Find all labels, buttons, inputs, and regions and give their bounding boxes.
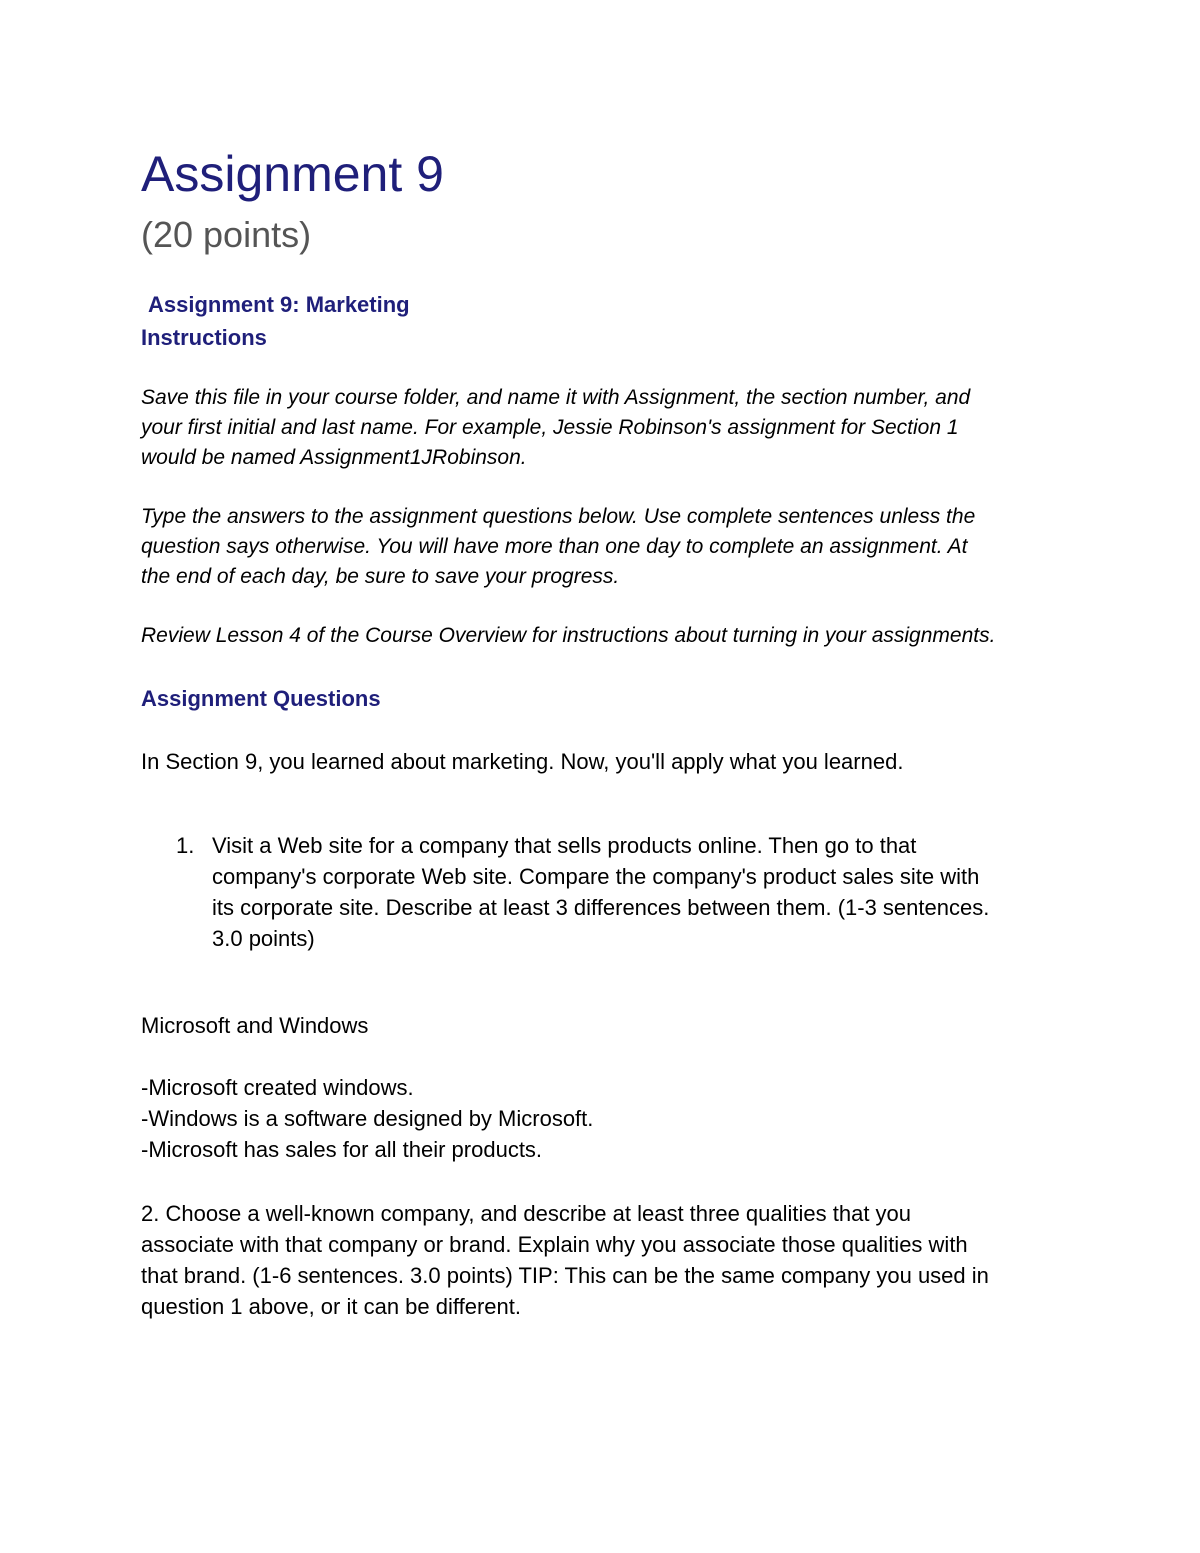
answer-1-list [141, 1072, 593, 1165]
question-line: associate with that company or brand. Explain why you associate those qualities with [141, 1232, 968, 1257]
paragraph-line: Save this file in your course folder, and name it with Assignment, the section number, and [141, 386, 971, 409]
answer-1-title: Microsoft and Windows [141, 1013, 369, 1038]
paragraph-line: Type the answers to the assignment questions below. Use complete sentences unless the [141, 505, 976, 528]
answer-line: -Windows is a software designed by Microsoft. [141, 1106, 594, 1131]
question-line: company's corporate Web site. Compare the company's product sales site with [212, 864, 980, 889]
instructions-paragraph-1 [141, 383, 1071, 473]
paragraph-line: would be named Assignment1JRobinson. [141, 446, 527, 469]
question-line: its corporate site. Describe at least 3 differences between them. (1-3 sentences. [212, 895, 990, 920]
question-line: that brand. (1-6 sentences. 3.0 points) TIP: This can be the same company you used in [141, 1263, 989, 1288]
instructions-paragraph-3 [141, 621, 1071, 651]
paragraph-line: the end of each day, be sure to save your progress. [141, 565, 620, 588]
paragraph-line: question says otherwise. You will have more than one day to complete an assignment. At [141, 535, 968, 558]
assignment-questions-heading: Assignment Questions [141, 686, 381, 711]
question-line: 2. Choose a well-known company, and describe at least three qualities that you [141, 1201, 912, 1226]
answer-line: -Microsoft has sales for all their products. [141, 1137, 543, 1162]
section-intro: In Section 9, you learned about marketing. Now, you'll apply what you learned. [141, 749, 904, 774]
paragraph-line: Review Lesson 4 of the Course Overview for instructions about turning in your assignments. [141, 624, 996, 647]
instructions-paragraph-2 [141, 502, 1071, 592]
points-subtitle: (20 points) [141, 214, 312, 255]
document-title: Assignment 9 [141, 146, 444, 202]
question-line: question 1 above, or it can be different. [141, 1294, 521, 1319]
assignment-heading: Assignment 9: Marketing [148, 292, 410, 317]
paragraph-line: your first initial and last name. For example, Jessie Robinson's assignment for Section 1 [141, 416, 959, 439]
instructions-heading: Instructions [141, 325, 267, 350]
question-1-text [212, 830, 989, 954]
question-1-number: 1. [176, 833, 195, 858]
answer-line: -Microsoft created windows. [141, 1075, 414, 1100]
question-2-text [141, 1198, 989, 1322]
question-line: Visit a Web site for a company that sells products online. Then go to that [212, 833, 917, 858]
question-line: 3.0 points) [212, 926, 315, 951]
